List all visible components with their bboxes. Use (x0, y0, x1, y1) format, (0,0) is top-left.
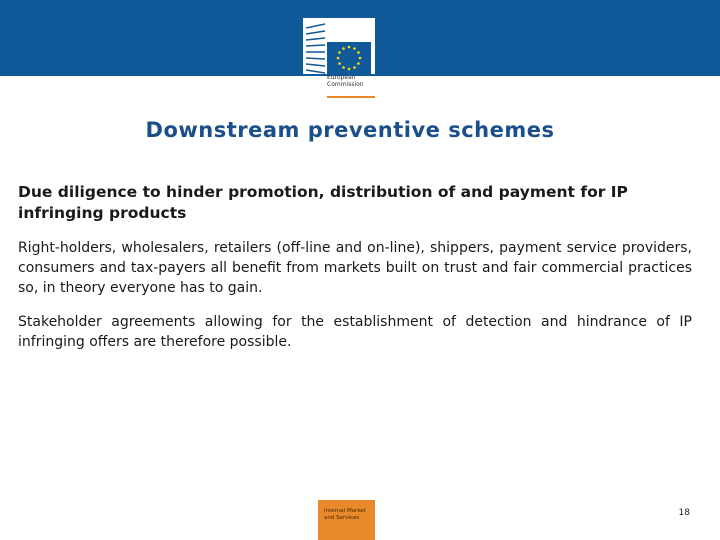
footer-label-line2: and Services (324, 515, 360, 521)
logo-text-line2: Commission (327, 81, 364, 88)
paragraph-agreements: Stakeholder agreements allowing for the establishment of detection and hindrance of IP infringing offers are therefore possible. (18, 314, 692, 350)
footer-dg-label (324, 508, 366, 522)
footer-label-line1: Internal Market (324, 508, 366, 514)
slide-subheading: Due diligence to hinder promotion, distribution of and payment for IP infringing products (18, 183, 628, 222)
slide-content (18, 182, 692, 366)
paragraph-benefits: Right-holders, wholesalers, retailers (off-line and on-line), shippers, payment service providers, consumers and tax-payers all benefit from markets built on trust and fair commercial practices so, in theory everyone has to gain. (18, 240, 692, 296)
logo-wordmark (327, 74, 364, 88)
page-number: 18 (678, 508, 690, 518)
logo-underline (327, 96, 375, 98)
slide-title: Downstream preventive schemes (145, 118, 555, 142)
logo-text-line1: European (327, 74, 356, 81)
